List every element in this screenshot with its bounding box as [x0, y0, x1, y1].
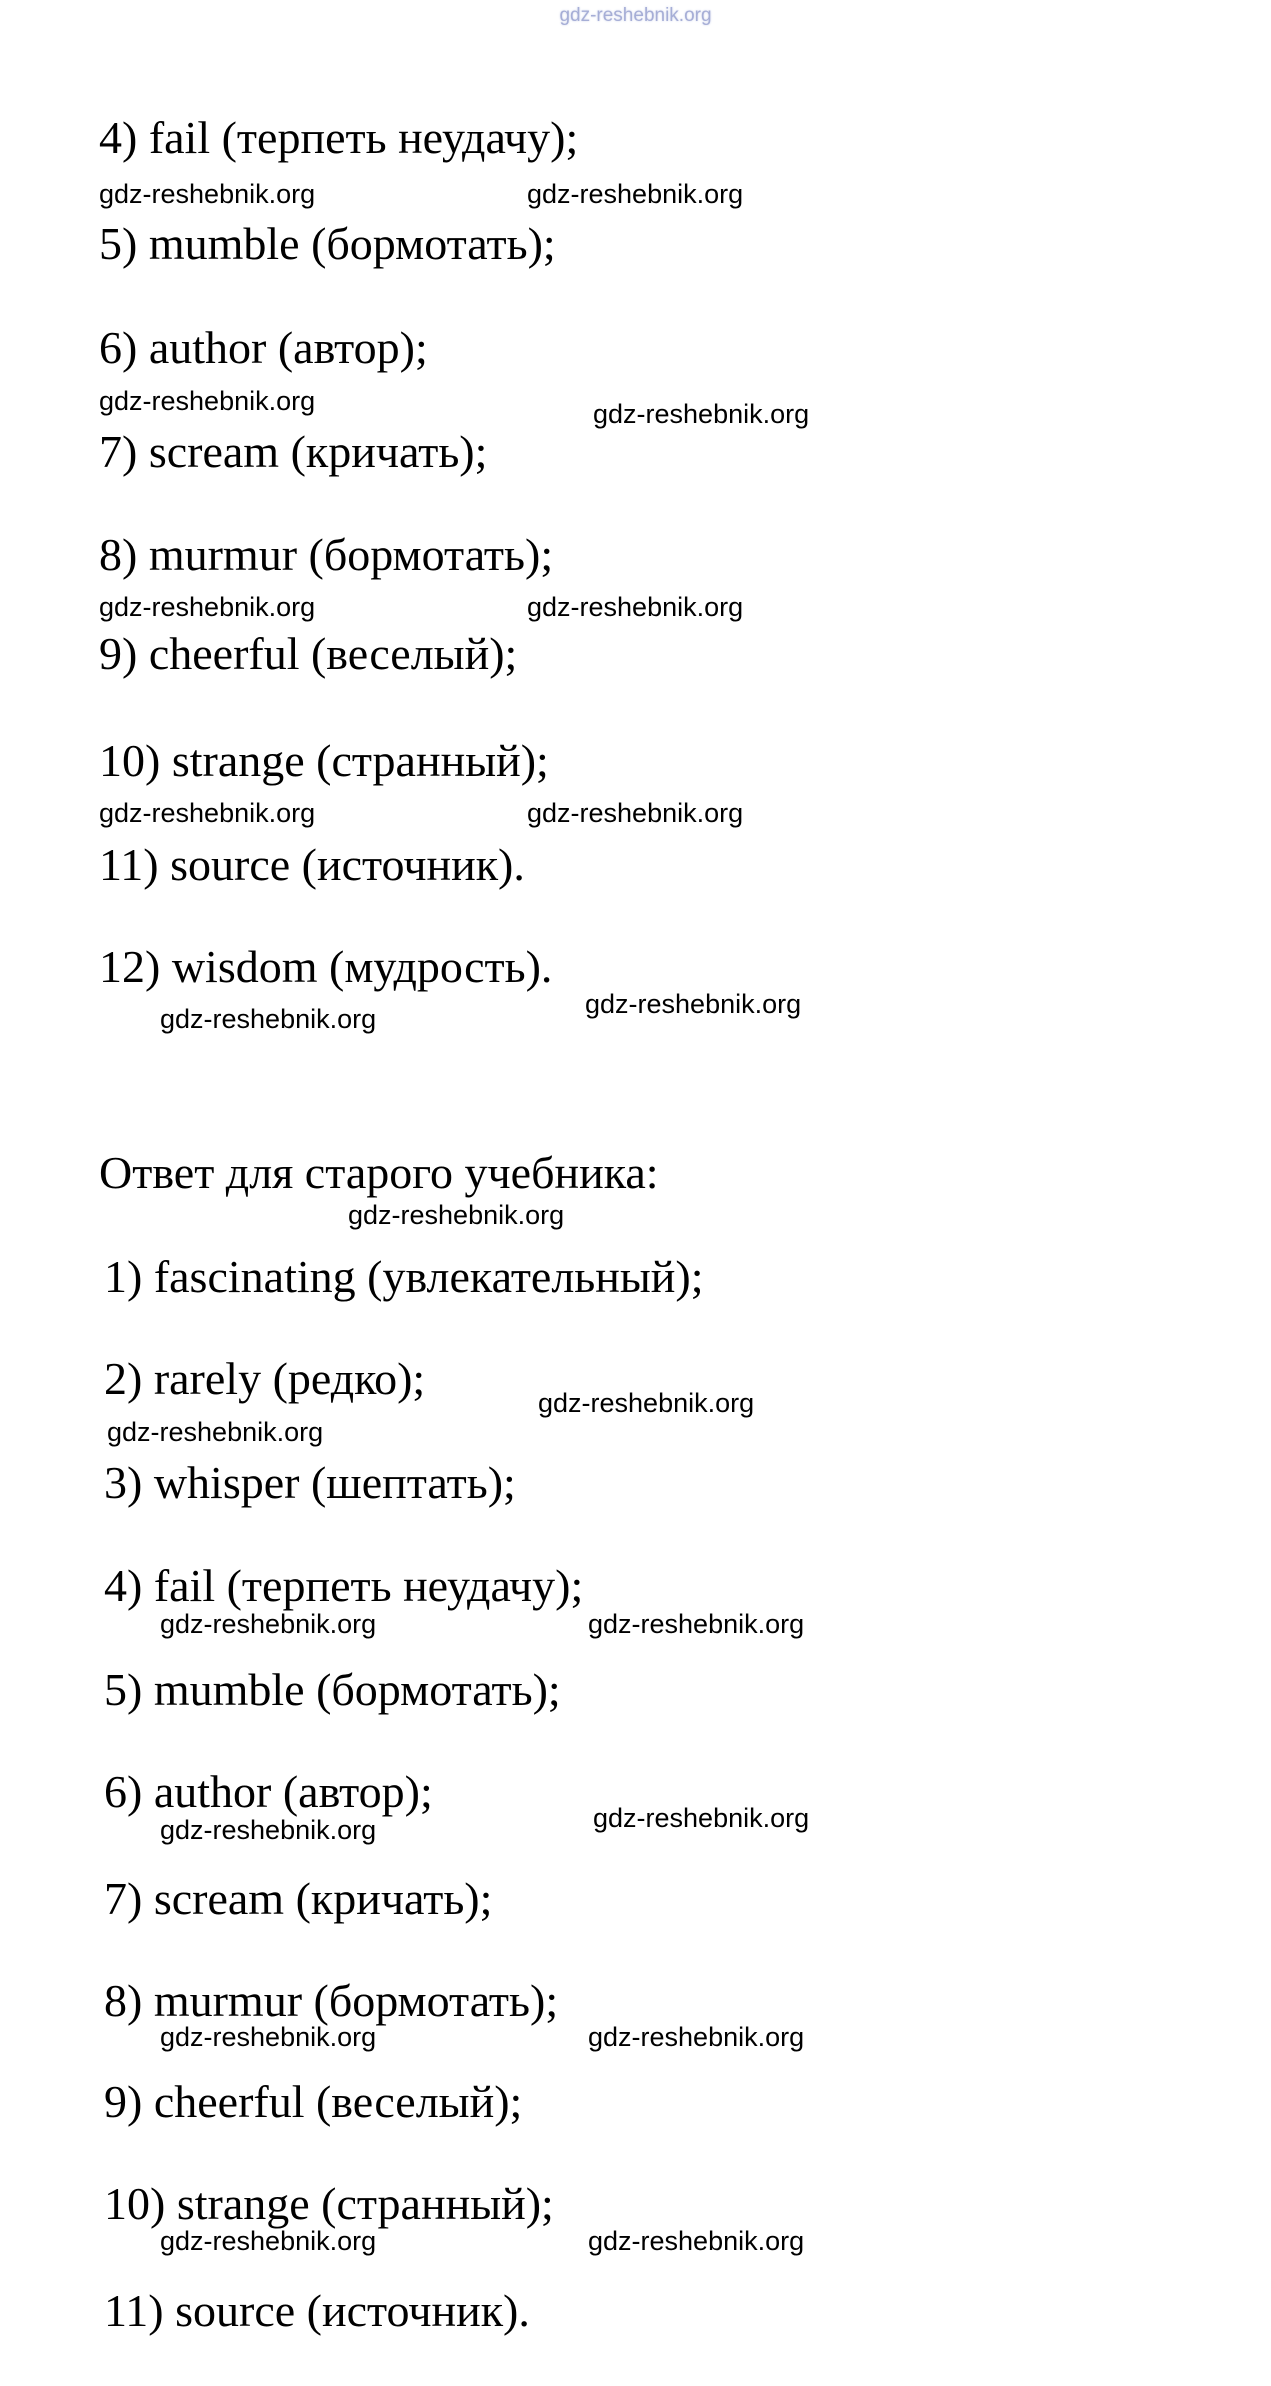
watermark-text: gdz-reshebnik.org: [160, 1004, 377, 1034]
watermark-text: gdz-reshebnik.org: [527, 179, 744, 209]
answer-item-new-4: 4) fail (терпеть неудачу);: [99, 112, 579, 163]
watermark-text: gdz-reshebnik.org: [99, 179, 316, 209]
watermark-text: gdz-reshebnik.org: [593, 1803, 810, 1833]
watermark-text: gdz-reshebnik.org: [588, 2226, 805, 2256]
watermark-text: gdz-reshebnik.org: [593, 399, 810, 429]
answer-item-old-8: 8) murmur (бормотать);: [104, 1975, 559, 2026]
answer-item-old-4: 4) fail (терпеть неудачу);: [104, 1560, 584, 1611]
answer-item-new-7: 7) scream (кричать);: [99, 426, 488, 477]
watermark-text: gdz-reshebnik.org: [160, 2022, 377, 2052]
watermark-text: gdz-reshebnik.org: [160, 1815, 377, 1845]
answer-item-new-9: 9) cheerful (веселый);: [99, 628, 518, 679]
answer-item-new-8: 8) murmur (бормотать);: [99, 529, 554, 580]
answer-item-old-10: 10) strange (странный);: [104, 2178, 554, 2229]
answer-item-old-7: 7) scream (кричать);: [104, 1873, 493, 1924]
watermark-text: gdz-reshebnik.org: [527, 592, 744, 622]
old-textbook-header: Ответ для старого учебника:: [99, 1147, 659, 1198]
watermark-text: gdz-reshebnik.org: [527, 798, 744, 828]
watermark-text: gdz-reshebnik.org: [160, 1609, 377, 1639]
watermark-text: gdz-reshebnik.org: [585, 989, 802, 1019]
watermark-text: gdz-reshebnik.org: [99, 798, 316, 828]
watermark-text: gdz-reshebnik.org: [538, 1388, 755, 1418]
answer-item-new-10: 10) strange (странный);: [99, 735, 549, 786]
answer-item-old-1: 1) fascinating (увлекательный);: [104, 1251, 704, 1302]
answer-item-new-6: 6) author (автор);: [99, 322, 428, 373]
answer-item-new-11: 11) source (источник).: [99, 839, 525, 890]
answer-item-new-5: 5) mumble (бормотать);: [99, 218, 556, 269]
watermark-text: gdz-reshebnik.org: [348, 1200, 565, 1230]
watermark-text: gdz-reshebnik.org: [107, 1417, 324, 1447]
watermark-text: gdz-reshebnik.org: [160, 2226, 377, 2256]
top-site-watermark: gdz-reshebnik.org: [559, 5, 712, 26]
watermark-text: gdz-reshebnik.org: [99, 386, 316, 416]
answer-item-old-2: 2) rarely (редко);: [104, 1353, 426, 1404]
answer-item-old-5: 5) mumble (бормотать);: [104, 1664, 561, 1715]
answer-item-old-3: 3) whisper (шептать);: [104, 1457, 516, 1508]
answer-item-old-11: 11) source (источник).: [104, 2285, 530, 2336]
watermark-text: gdz-reshebnik.org: [99, 592, 316, 622]
answer-item-new-12: 12) wisdom (мудрость).: [99, 941, 553, 992]
watermark-text: gdz-reshebnik.org: [588, 2022, 805, 2052]
answer-item-old-6: 6) author (автор);: [104, 1766, 433, 1817]
answer-item-old-9: 9) cheerful (веселый);: [104, 2076, 523, 2127]
watermark-text: gdz-reshebnik.org: [588, 1609, 805, 1639]
